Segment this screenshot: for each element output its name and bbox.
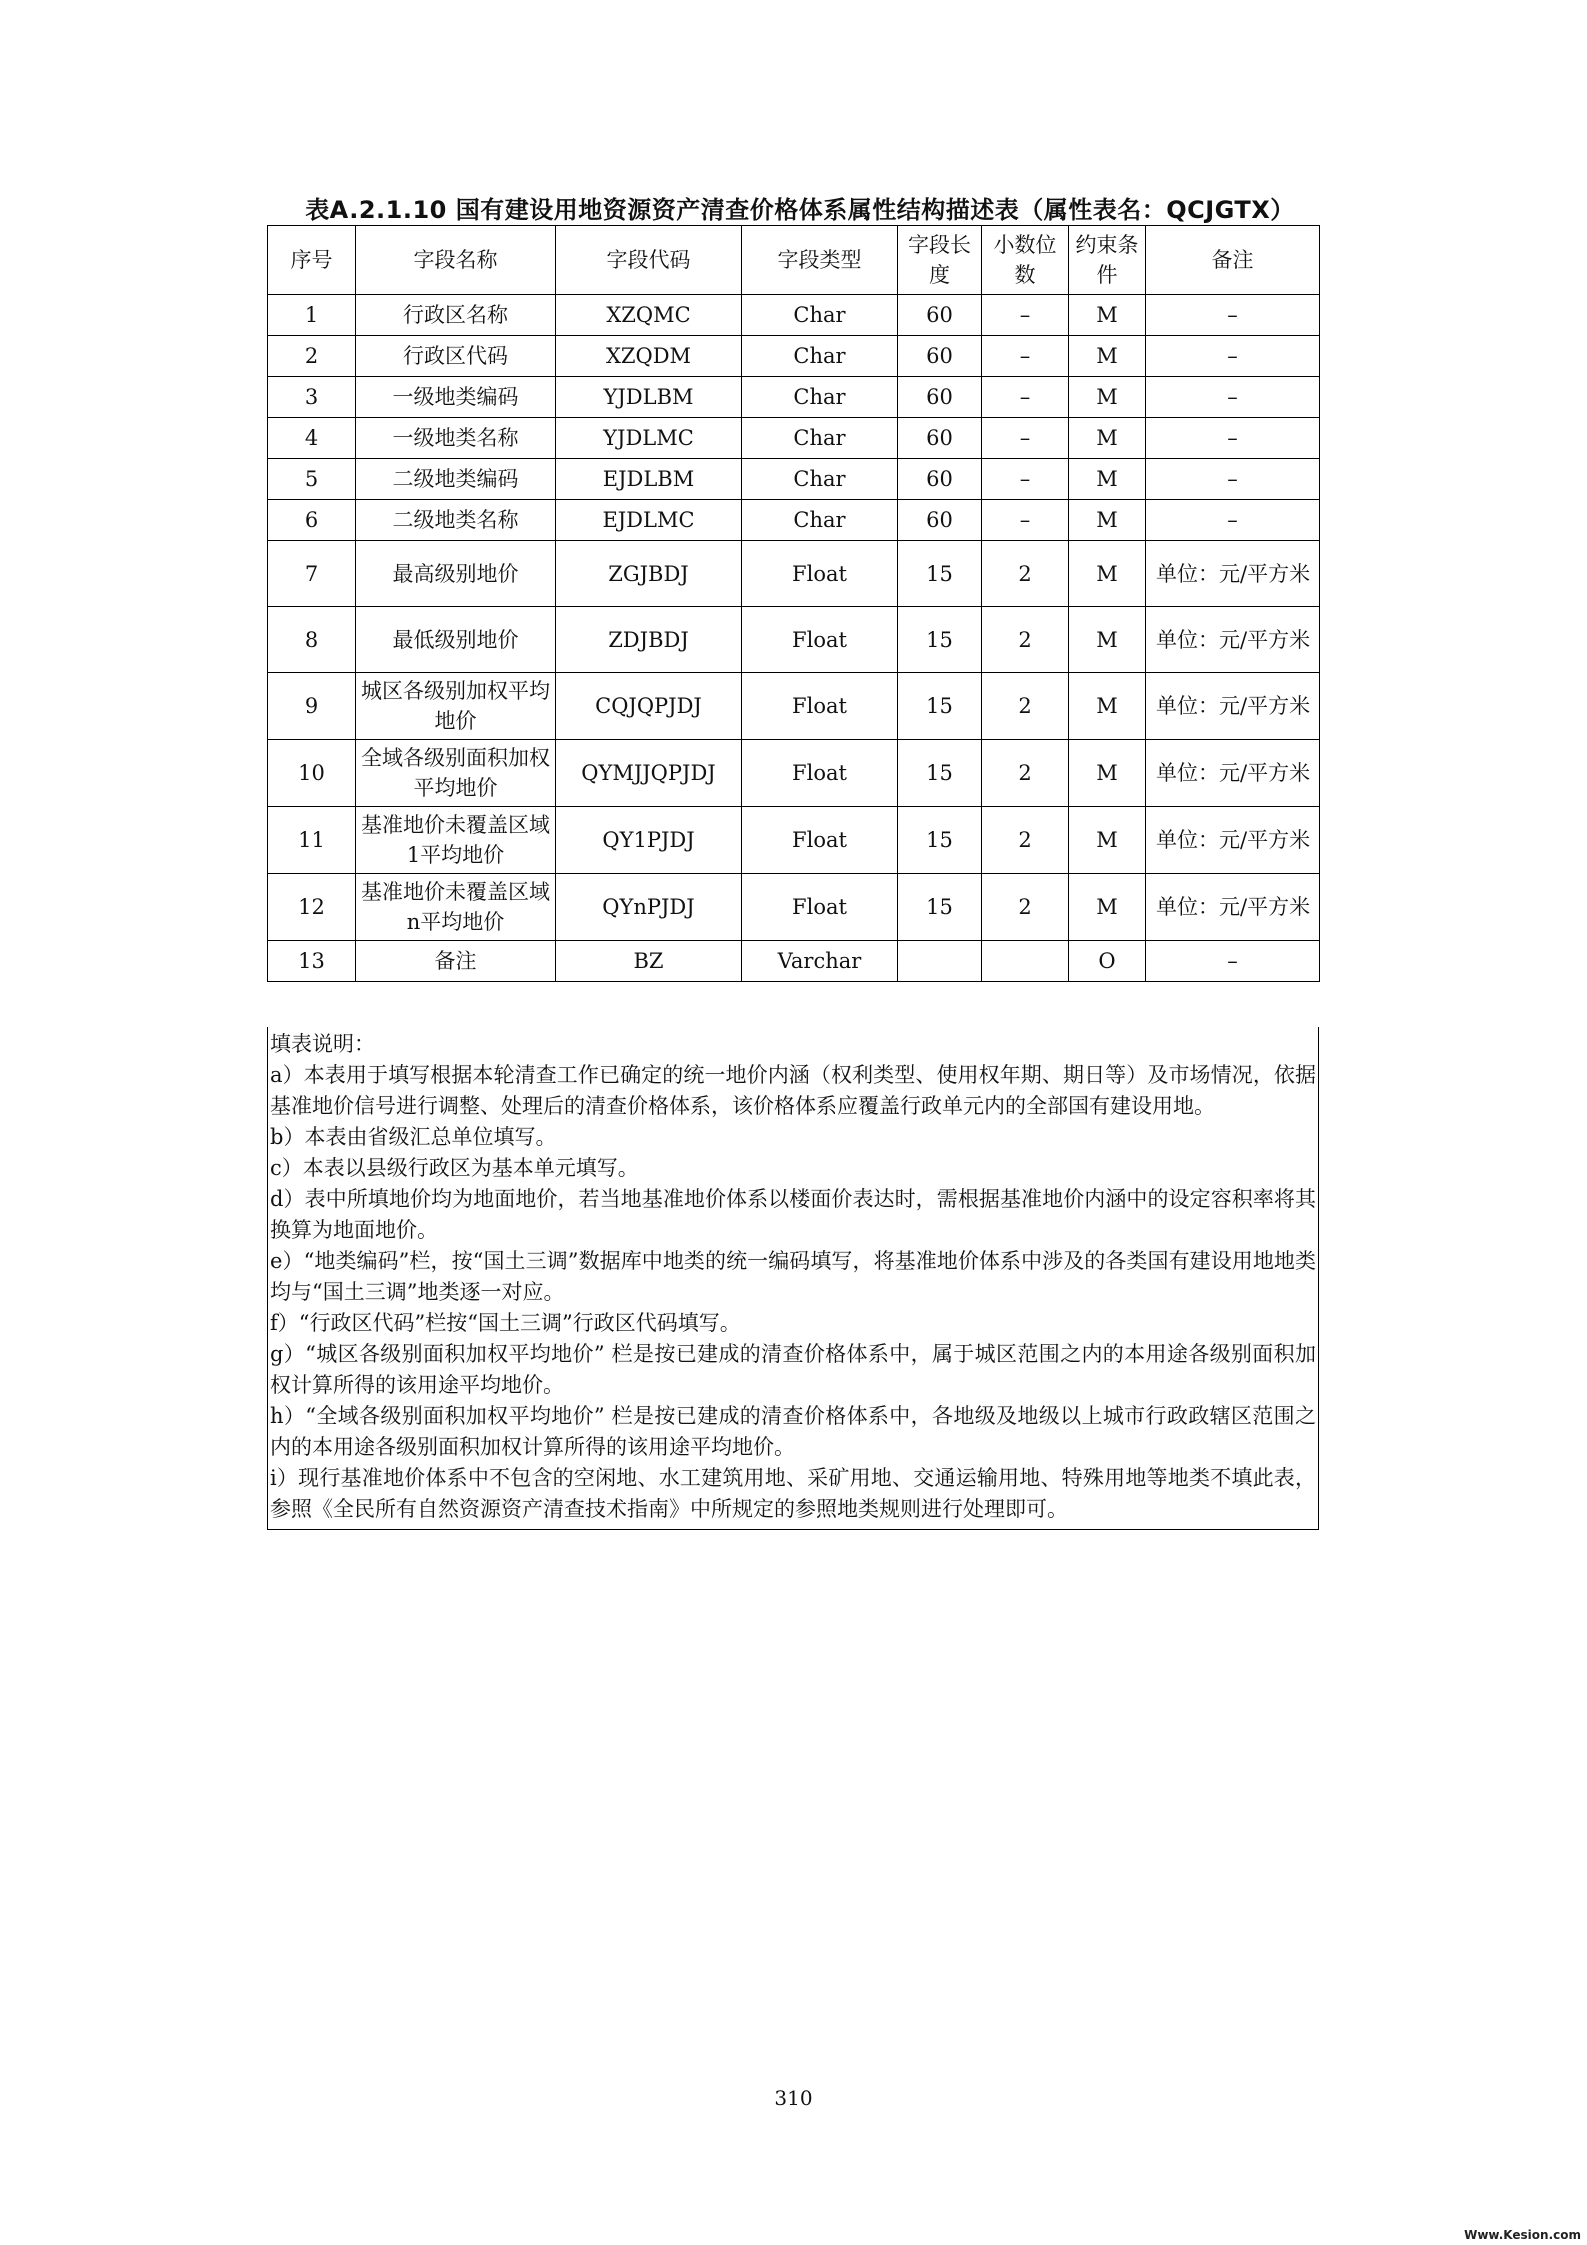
cell-code: XZQMC: [556, 295, 742, 336]
cell-name: 备注: [356, 941, 556, 982]
header-cell: 字段代码: [556, 226, 742, 295]
cell-name: 城区各级别加权平均地价: [356, 673, 556, 740]
note-item: d）表中所填地价均为地面地价，若当地基准地价体系以楼面价表达时，需根据基准地价内涵中的设定容积率将其换算为地面地价。: [270, 1187, 1316, 1242]
cell-no: 7: [268, 541, 356, 607]
cell-no: 3: [268, 377, 356, 418]
cell-note: –: [1146, 418, 1320, 459]
cell-note: 单位：元/平方米: [1146, 874, 1320, 941]
note-item: a）本表用于填写根据本轮清查工作已确定的统一地价内涵（权利类型、使用权年期、期日等）及市场情况，依据基准地价信号进行调整、处理后的清查价格体系，该价格体系应覆盖行政单元内的全部国有建设用地。: [270, 1063, 1316, 1118]
cell-name: 二级地类名称: [356, 500, 556, 541]
table-title: 表A.2.1.10 国有建设用地资源资产清查价格体系属性结构描述表（属性表名：QCJGTX）: [305, 196, 1295, 224]
cell-code: XZQDM: [556, 336, 742, 377]
cell-cons: M: [1069, 336, 1146, 377]
cell-type: Float: [742, 673, 898, 740]
cell-len: 60: [898, 336, 982, 377]
cell-code: YJDLMC: [556, 418, 742, 459]
cell-code: YJDLBM: [556, 377, 742, 418]
cell-len: 15: [898, 740, 982, 807]
cell-len: [898, 941, 982, 982]
note-item: i）现行基准地价体系中不包含的空闲地、水工建筑用地、采矿用地、交通运输用地、特殊用地等地类不填此表，参照《全民所有自然资源资产清查技术指南》中所规定的参照地类规则进行处理即可。: [270, 1466, 1316, 1521]
cell-note: 单位：元/平方米: [1146, 740, 1320, 807]
note-item: c）本表以县级行政区为基本单元填写。: [270, 1156, 639, 1180]
cell-type: Varchar: [742, 941, 898, 982]
table-row: [268, 295, 1320, 336]
cell-note: 单位：元/平方米: [1146, 607, 1320, 673]
cell-name: 基准地价未覆盖区域n平均地价: [356, 874, 556, 941]
cell-cons: M: [1069, 459, 1146, 500]
cell-type: Char: [742, 377, 898, 418]
cell-note: –: [1146, 941, 1320, 982]
cell-type: Float: [742, 607, 898, 673]
table-row: [268, 418, 1320, 459]
table-row: [268, 459, 1320, 500]
attribute-table: [267, 225, 1320, 982]
cell-no: 8: [268, 607, 356, 673]
cell-code: ZGJBDJ: [556, 541, 742, 607]
cell-cons: M: [1069, 673, 1146, 740]
cell-dec: –: [982, 295, 1069, 336]
cell-cons: M: [1069, 418, 1146, 459]
cell-cons: M: [1069, 295, 1146, 336]
cell-dec: –: [982, 336, 1069, 377]
cell-dec: –: [982, 459, 1069, 500]
header-cell: 小数位数: [982, 226, 1069, 295]
cell-note: 单位：元/平方米: [1146, 541, 1320, 607]
note-item: g）“城区各级别面积加权平均地价” 栏是按已建成的清查价格体系中，属于城区范围之内的本用途各级别面积加权计算所得的该用途平均地价。: [270, 1342, 1316, 1397]
table-row: [268, 500, 1320, 541]
cell-no: 10: [268, 740, 356, 807]
page-number: 310: [774, 2086, 813, 2110]
cell-code: BZ: [556, 941, 742, 982]
cell-dec: 2: [982, 807, 1069, 874]
cell-type: Char: [742, 500, 898, 541]
table-row: [268, 673, 1320, 740]
cell-dec: [982, 941, 1069, 982]
cell-no: 5: [268, 459, 356, 500]
cell-type: Char: [742, 459, 898, 500]
cell-dec: 2: [982, 874, 1069, 941]
header-cell: 序号: [268, 226, 356, 295]
table-row: [268, 541, 1320, 607]
cell-code: QY1PJDJ: [556, 807, 742, 874]
cell-len: 60: [898, 418, 982, 459]
cell-len: 15: [898, 673, 982, 740]
note-item: b）本表由省级汇总单位填写。: [270, 1125, 557, 1149]
cell-len: 60: [898, 295, 982, 336]
watermark: Www.Kesion.com: [1464, 2228, 1581, 2242]
cell-len: 15: [898, 807, 982, 874]
cell-dec: 2: [982, 740, 1069, 807]
header-cell: 字段类型: [742, 226, 898, 295]
table-row: [268, 377, 1320, 418]
fill-instructions: [267, 1027, 1319, 1530]
table-row: [268, 807, 1320, 874]
cell-cons: M: [1069, 807, 1146, 874]
cell-name: 行政区名称: [356, 295, 556, 336]
header-cell: 备注: [1146, 226, 1320, 295]
cell-dec: –: [982, 500, 1069, 541]
cell-type: Char: [742, 295, 898, 336]
cell-note: –: [1146, 336, 1320, 377]
cell-no: 4: [268, 418, 356, 459]
cell-no: 11: [268, 807, 356, 874]
cell-no: 13: [268, 941, 356, 982]
header-cell: 字段名称: [356, 226, 556, 295]
cell-code: EJDLMC: [556, 500, 742, 541]
cell-len: 15: [898, 607, 982, 673]
cell-cons: M: [1069, 541, 1146, 607]
cell-no: 6: [268, 500, 356, 541]
cell-no: 12: [268, 874, 356, 941]
cell-cons: M: [1069, 500, 1146, 541]
cell-cons: O: [1069, 941, 1146, 982]
cell-note: 单位：元/平方米: [1146, 807, 1320, 874]
cell-name: 最高级别地价: [356, 541, 556, 607]
cell-code: QYnPJDJ: [556, 874, 742, 941]
cell-name: 二级地类编码: [356, 459, 556, 500]
cell-code: EJDLBM: [556, 459, 742, 500]
cell-dec: 2: [982, 541, 1069, 607]
cell-name: 最低级别地价: [356, 607, 556, 673]
cell-name: 一级地类编码: [356, 377, 556, 418]
cell-cons: M: [1069, 607, 1146, 673]
cell-dec: –: [982, 418, 1069, 459]
cell-note: –: [1146, 459, 1320, 500]
cell-len: 60: [898, 377, 982, 418]
cell-type: Float: [742, 740, 898, 807]
cell-name: 全域各级别面积加权平均地价: [356, 740, 556, 807]
cell-type: Char: [742, 418, 898, 459]
cell-name: 行政区代码: [356, 336, 556, 377]
cell-len: 60: [898, 459, 982, 500]
note-item: f）“行政区代码”栏按“国土三调”行政区代码填写。: [270, 1311, 741, 1335]
notes-heading: 填表说明：: [270, 1032, 375, 1056]
table-row: [268, 874, 1320, 941]
table-row: [268, 607, 1320, 673]
cell-code: ZDJBDJ: [556, 607, 742, 673]
cell-cons: M: [1069, 874, 1146, 941]
cell-code: CQJQPJDJ: [556, 673, 742, 740]
cell-name: 一级地类名称: [356, 418, 556, 459]
note-item: e）“地类编码”栏，按“国土三调”数据库中地类的统一编码填写，将基准地价体系中涉及的各类国有建设用地地类均与“国土三调”地类逐一对应。: [270, 1249, 1316, 1304]
cell-type: Float: [742, 874, 898, 941]
cell-no: 2: [268, 336, 356, 377]
cell-name: 基准地价未覆盖区域1平均地价: [356, 807, 556, 874]
table-row: [268, 336, 1320, 377]
cell-code: QYMJJQPJDJ: [556, 740, 742, 807]
cell-len: 60: [898, 500, 982, 541]
cell-len: 15: [898, 874, 982, 941]
cell-dec: –: [982, 377, 1069, 418]
header-cell: 字段长度: [898, 226, 982, 295]
cell-no: 9: [268, 673, 356, 740]
note-item: h）“全域各级别面积加权平均地价” 栏是按已建成的清查价格体系中，各地级及地级以上城市行政政辖区范围之内的本用途各级别面积加权计算所得的该用途平均地价。: [270, 1404, 1316, 1459]
table-row: [268, 740, 1320, 807]
cell-type: Char: [742, 336, 898, 377]
cell-no: 1: [268, 295, 356, 336]
cell-note: –: [1146, 295, 1320, 336]
table-row: [268, 941, 1320, 982]
cell-type: Float: [742, 541, 898, 607]
cell-dec: 2: [982, 607, 1069, 673]
cell-dec: 2: [982, 673, 1069, 740]
header-cell: 约束条件: [1069, 226, 1146, 295]
cell-note: –: [1146, 377, 1320, 418]
cell-cons: M: [1069, 740, 1146, 807]
cell-type: Float: [742, 807, 898, 874]
table-header-row: [268, 226, 1320, 295]
cell-cons: M: [1069, 377, 1146, 418]
cell-note: –: [1146, 500, 1320, 541]
cell-len: 15: [898, 541, 982, 607]
cell-note: 单位：元/平方米: [1146, 673, 1320, 740]
